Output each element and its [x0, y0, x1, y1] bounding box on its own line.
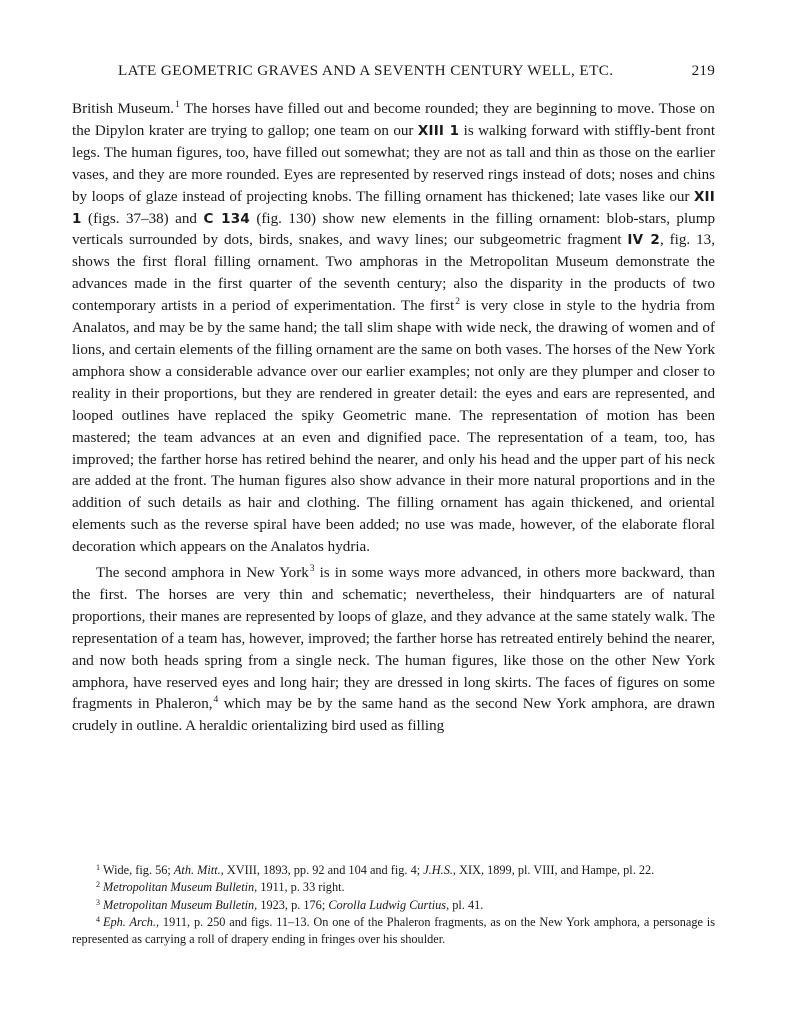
- footnote-marker-2: 2: [455, 297, 460, 308]
- text-run: (fig. 130) show new elements in the filling ornament: blob-stars, plump verticals surrounded by dots, birds, snakes, and wavy lines; our subgeometric fragment: [72, 210, 716, 249]
- text-run: is in some ways more advanced, in others more backward, than the first. The horses are very thin and schematic; nevertheless, their hindquarters are of natural proportions, their manes are represented by loops of glaze, and they advance at the same stately walk. The representation of a team has, however, improved; the farther horse has retreated entirely behind the nearer, and now both heads spring from a single neck. The human figures, like those on the other New York amphora, have reserved eyes and long hair; they are dressed in long skirts. The faces of figures on some fragments in Phaleron,: [72, 565, 715, 713]
- catalog-ref-c-134: C 134: [203, 210, 250, 227]
- text-run: is walking forward with stiffly-bent front legs. The human figures, too, have filled out somewhat; they are not as tall and thin as those on the earlier vases, and they are more rounded. Eyes are represented by reserved rings instead of dots; noses and chins by loops of glaze instead of projecting knobs. The filling ornament has thickened; late vases like our: [72, 122, 716, 205]
- text-run: The horses have filled out and become rounded; they are beginning to move. Those on the Dipylon krater are trying to gallop; one team on our: [72, 101, 715, 139]
- citation-title: Corolla Ludwig Curtius,: [328, 897, 450, 912]
- footnote-number: 3: [96, 897, 100, 907]
- text-run: XIX, 1899, pl. VIII, and Hampe, pl. 22.: [456, 863, 655, 877]
- body-text: [72, 99, 715, 738]
- citation-title: Eph. Arch.,: [103, 914, 160, 929]
- footnote-4: [72, 914, 715, 949]
- catalog-ref-xii-1: XII 1: [72, 188, 715, 227]
- text-run: Wide, fig. 56;: [103, 863, 174, 877]
- footnote-number: 4: [96, 914, 100, 924]
- footnote-number: 2: [96, 880, 100, 890]
- footnote-marker-1: 1: [175, 100, 180, 110]
- citation-title: Metropolitan Museum Bulletin,: [103, 897, 258, 912]
- footnote-marker-3: 3: [309, 564, 315, 575]
- text-run: is very close in style to the hydria from Analatos, and may be by the same hand; the tall slim shape with wide neck, the drawing of women and of lions, and certain elements of the filling ornament are the same on both vases. The horses of the New York amphora show a considerable advance over our earlier examples; not only are they plumper and closer to reality in their proportions, but they are rendered in greater detail: the eyes and ears are represented, and looped outlines have replaced the spiky Geometric mane. The representation of motion has been mastered; the team advances at an even and dignified pace. The representation of a team, too, has improved; the farther horse has retired behind the nearer, and only his head and the upper part of his neck are added at the front. The human figures also show advance in their more natural proportions and in the addition of such details as hair and clothing. The filling ornament has again thickened, and oriental elements such as the reverse spiral have been added; no use was made, however, of the elaborate floral decoration which appears on the Analatos hydria.: [72, 298, 715, 556]
- citation-title: Ath. Mitt.,: [173, 863, 224, 877]
- paragraph-1: [72, 99, 715, 559]
- citation-title: J.H.S.,: [423, 863, 457, 877]
- catalog-ref-iv-2: IV 2: [627, 232, 660, 249]
- citation-title: Metropolitan Museum Bulletin,: [103, 880, 258, 895]
- text-run: , fig. 13, shows the first floral filling ornament. Two amphoras in the Metropolitan Museum demonstrate the advances made in the first quarter of the seventh century; also the disparity in the products of two contemporary artists in a period of experimentation. The first: [72, 232, 715, 315]
- text-run: which may be by the same hand as the second New York amphora, are drawn crudely in outline. A heraldic orientalizing bird used as filling: [72, 696, 715, 735]
- running-title: LATE GEOMETRIC GRAVES AND A SEVENTH CENTURY WELL, ETC.: [118, 62, 614, 79]
- text-run: 1911, p. 33 right.: [257, 880, 345, 895]
- footnote-marker-4: 4: [213, 695, 219, 706]
- footnote-3: [72, 897, 715, 914]
- page-number: 219: [691, 62, 715, 79]
- footnote-number: 1: [96, 863, 100, 872]
- text-run: 1911, p. 250 and figs. 11–13. On one of the Phaleron fragments, as on the New York amphora, a personage is represented as carrying a roll of drapery ending in fringes over his shoulder.: [72, 914, 715, 947]
- text-run: British Museum.: [72, 101, 175, 117]
- page: [72, 62, 715, 738]
- footnote-1: [72, 862, 715, 879]
- text-run: (figs. 37–38) and: [81, 210, 204, 227]
- text-run: pl. 41.: [449, 897, 484, 912]
- paragraph-2: [72, 563, 715, 738]
- text-run: The second amphora in New York: [96, 565, 309, 582]
- footnotes: [72, 862, 715, 948]
- text-run: XVIII, 1893, pp. 92 and 104 and fig. 4;: [223, 863, 424, 877]
- catalog-ref-xiii-1: XIII 1: [417, 122, 460, 139]
- text-run: 1923, p. 176;: [257, 897, 329, 912]
- running-head: [72, 62, 715, 80]
- footnote-2: [72, 879, 715, 896]
